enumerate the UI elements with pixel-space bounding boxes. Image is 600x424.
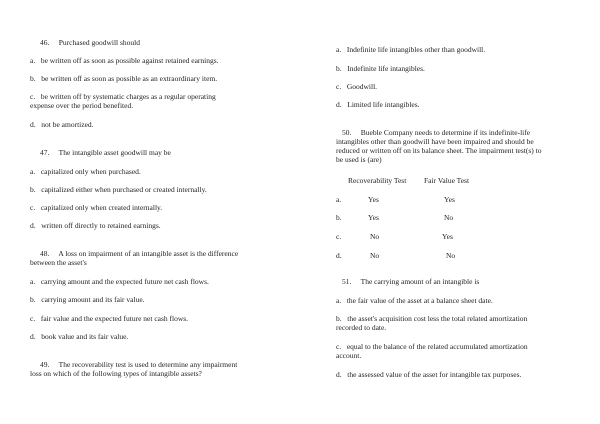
question-50-stem-line1: 50. Bueble Company needs to determine if its indefinite-life — [342, 128, 531, 137]
question-48-option-a: a. carrying amount and the expected future net cash flows. — [30, 277, 209, 286]
question-48-stem-line1: 48. A loss on impairment of an intangible asset is the difference — [40, 249, 239, 258]
table-cell-fair-value: Yes — [442, 232, 453, 241]
table-cell-recoverability: Yes — [368, 195, 379, 204]
question-46-option-a: a. be written off as soon as possible against retained earnings. — [30, 56, 219, 65]
question-47-option-c: c. capitalized only when created internally. — [30, 203, 163, 212]
question-46-stem: 46. Purchased goodwill should — [40, 38, 140, 47]
question-48-stem-line2: between the asset's — [30, 258, 87, 267]
question-47-option-b: b. capitalized either when purchased or created internally. — [30, 185, 207, 194]
table-cell-recoverability: Yes — [368, 213, 379, 222]
table-row-label: b. — [336, 213, 342, 222]
question-49-stem-line2: loss on which of the following types of intangible assets? — [30, 369, 202, 378]
question-51-option-a: a. the fair value of the asset at a balance sheet date. — [336, 296, 493, 305]
question-49-option-b: b. Indefinite life intangibles. — [336, 64, 425, 73]
question-51-option-b-line1: b. the asset's acquisition cost less the total related amortization — [336, 314, 528, 323]
question-51-option-c-line1: c. equal to the balance of the related accumulated amortization — [336, 342, 528, 351]
question-51-stem: 51. The carrying amount of an intangible is — [342, 277, 480, 286]
table-cell-fair-value: No — [444, 213, 454, 222]
table-cell-recoverability: No — [370, 232, 380, 241]
question-49-stem-line1: 49. The recoverability test is used to determine any impairment — [40, 360, 238, 369]
question-48-option-d: d. book value and its fair value. — [30, 332, 129, 341]
question-50-stem-line4: be used is (are) — [336, 155, 382, 164]
table-cell-fair-value: Yes — [444, 195, 455, 204]
question-47-stem: 47. The intangible asset goodwill may be — [40, 148, 171, 157]
question-48-option-b: b. carrying amount and its fair value. — [30, 295, 145, 304]
question-51-option-d: d. the assessed value of the asset for intangible tax purposes. — [336, 370, 522, 379]
table-header-fair-value: Fair Value Test — [424, 176, 470, 185]
question-46-option-d: d. not be amortized. — [30, 120, 94, 129]
question-49-option-d: d. Limited life intangibles. — [336, 100, 420, 109]
question-46-option-c-line2: expense over the period benefited. — [30, 101, 134, 110]
table-row-label: a. — [336, 195, 342, 204]
question-47-option-d: d. written off directly to retained earnings. — [30, 221, 161, 230]
question-50-stem-line2: intangibles other than goodwill have been impaired and should be — [336, 137, 534, 146]
question-50-answer-table — [336, 176, 576, 262]
question-46-option-c-line1: c. be written off by systematic charges as a regular operating — [30, 92, 216, 101]
table-cell-fair-value: No — [446, 251, 456, 260]
question-49-option-a: a. Indefinite life intangibles other than goodwill. — [336, 45, 486, 54]
question-51-option-c-line2: account. — [336, 351, 362, 360]
question-51-option-b-line2: recorded to date. — [336, 323, 387, 332]
table-header-recoverability: Recoverability Test — [348, 176, 407, 185]
question-48-option-c: c. fair value and the expected future net cash flows. — [30, 314, 189, 323]
question-50-stem-line3: reduced or written off on its balance sheet. The impairment test(s) to — [336, 146, 542, 155]
table-row-label: d. — [336, 251, 342, 260]
question-49-option-c: c. Goodwill. — [336, 82, 378, 91]
question-47-option-a: a. capitalized only when purchased. — [30, 167, 141, 176]
table-row-label: c. — [336, 232, 342, 241]
question-46-option-b: b. be written off as soon as possible as an extraordinary item. — [30, 74, 218, 83]
table-cell-recoverability: No — [370, 251, 380, 260]
